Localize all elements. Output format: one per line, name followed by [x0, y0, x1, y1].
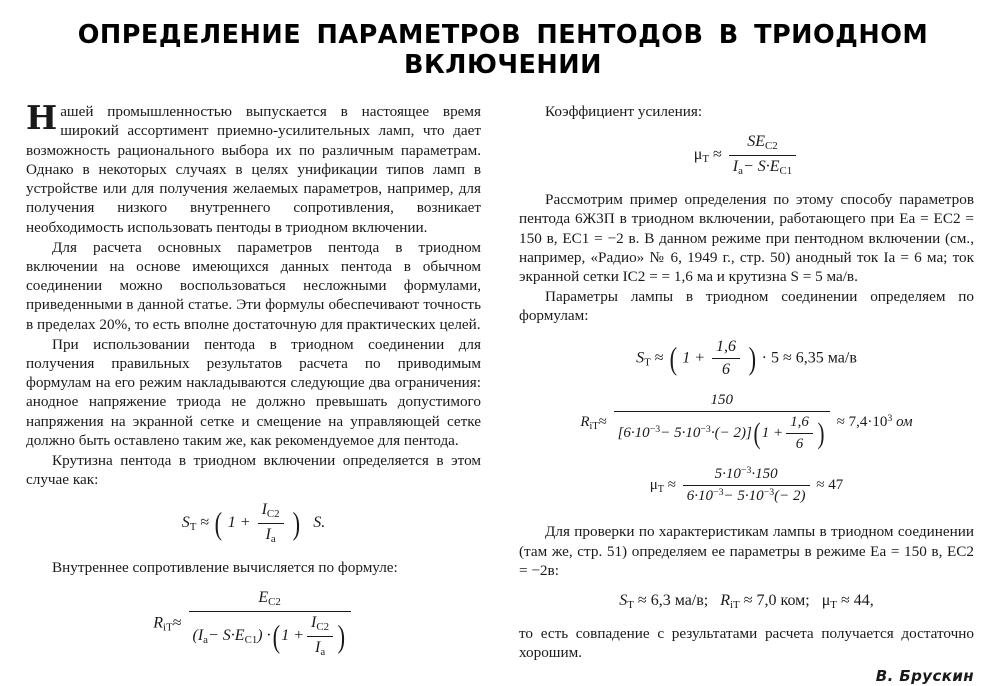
formula5-den: [614, 412, 830, 454]
formula7-r-sub: iT: [730, 599, 740, 612]
formula7-r: R: [720, 592, 731, 610]
paragraph-internal-resistance: Внутреннее сопротивление вычисляется по формуле:: [52, 559, 398, 577]
paragraph-conclusion: то есть совпадение с результатами расчета получается достаточно хорошим.: [519, 625, 974, 662]
two-column-body: [26, 98, 980, 686]
formula5-den-paren-open: (: [753, 416, 761, 450]
formula3-lhs-sub: T: [702, 153, 709, 166]
formula2-lhs: R: [153, 614, 164, 632]
formula5-tail-unit: ом: [896, 414, 913, 431]
formula5-lhs: R: [580, 414, 590, 431]
formula5-den-open: [6·10: [617, 425, 650, 442]
formula1-frac-den: [258, 524, 284, 547]
formula2-inner-den-sub: a: [320, 646, 326, 659]
formula3-den2-sub: C1: [779, 165, 793, 178]
formula6-den-exp: −3: [713, 487, 724, 499]
formula2-approx: ≈: [172, 614, 182, 632]
formula2-den-a: (I: [192, 627, 204, 645]
formula5-den-paren-close: ): [817, 416, 825, 450]
formula6-num-a: 5·10: [714, 466, 741, 483]
formula1-approx: ≈: [200, 514, 210, 532]
formula2-den-one: 1 +: [281, 627, 305, 645]
formula2-inner-num-sub: C2: [316, 621, 330, 634]
formula4-one: 1 +: [682, 349, 705, 367]
formula6-lhs: μ: [649, 477, 658, 494]
formula1-lhs: S: [181, 514, 190, 532]
paragraph-slope-intro: Крутизна пентода в триодном включении определяется в этом случае как:: [26, 451, 481, 489]
left-column: [26, 98, 481, 671]
formula6-lhs-sub: T: [657, 484, 665, 496]
formula7-s-sub: T: [627, 599, 634, 612]
formula3-den: [729, 156, 796, 179]
formula5-den-exp2: −3: [700, 424, 711, 436]
paragraph-intro: [26, 98, 481, 237]
formula7-mu-sub: T: [830, 599, 837, 612]
formula-example-resistance: [519, 391, 974, 454]
formula-example-gain: [519, 465, 974, 506]
formula3-den-sym: I: [732, 158, 739, 176]
formula2-fraction: [189, 588, 351, 659]
formula1-tail: S.: [313, 514, 326, 532]
formula1-fraction: [258, 500, 284, 547]
formula2-den-b: − S·E: [207, 627, 245, 645]
formula5-tail-exp: 3: [887, 413, 893, 425]
formula7-s-val: ≈ 6,3 ма/в;: [637, 592, 709, 610]
page-title: ОПРЕДЕЛЕНИЕ ПАРАМЕТРОВ ПЕНТОДОВ В ТРИОДНОМ ВКЛЮЧЕНИИ: [77, 20, 929, 80]
formula5-num: 150: [614, 391, 830, 412]
formula3-num-sym: SE: [747, 133, 766, 151]
formula1-frac-num-sub: C2: [266, 508, 280, 521]
formula5-approx: ≈: [598, 414, 607, 431]
paragraph-limitations: При использовании пентода в триодном соединении для получения правильных результатов расчета по приводимым формулам на его режим накладываются следующие два ограничения: анодное напряжение триода не должно превышать допустимого напряжения на экранной сетке и смещение на управляющей сетке должно быть оставлено таким же, как рекомендуемое для пентода.: [26, 335, 481, 450]
formula5-fraction: [614, 391, 830, 454]
formula2-inner-den: [307, 637, 333, 660]
formula6-den: [683, 486, 810, 506]
formula6-num: [683, 465, 810, 486]
formula4-frac-num: 1,6: [712, 337, 740, 359]
formula2-den: [189, 612, 351, 660]
formula2-num: [189, 588, 351, 612]
formula4-frac-den: 6: [722, 360, 730, 378]
drop-cap: Н: [26, 98, 58, 137]
formula6-den-a: 6·10: [686, 488, 713, 505]
paragraph-verification: Для проверки по характеристикам лампы в триодном соединении (там же, стр. 51) определяем ее параметры в режиме Ea = 150 в, EC2 = −2в:: [519, 523, 974, 579]
formula1-frac-den-sym: I: [265, 526, 271, 544]
formula2-inner-den-sym: I: [314, 639, 321, 657]
formula2-lhs-sub: iT: [163, 621, 173, 634]
formula2-den-paren-close: ): [337, 617, 346, 654]
formula2-inner-num: [307, 613, 333, 637]
author-signature: В. Брускин: [875, 666, 974, 685]
formula2-inner-fraction: [307, 613, 333, 660]
formula5-lhs-sub: iT: [589, 421, 599, 433]
formula1-frac-num-sym: I: [261, 501, 267, 519]
formula5-inner-fraction: [786, 413, 813, 454]
formula4-approx: ≈: [654, 349, 664, 367]
formula4-tail: · 5 ≈ 6,35 ма/в: [761, 349, 857, 367]
formula3-approx: ≈: [713, 146, 722, 164]
formula6-num-exp: −3: [740, 465, 752, 477]
formula7-mu-val: ≈ 44,: [840, 592, 874, 610]
formula-slope-triode: [26, 500, 481, 547]
formula5-tail: ≈ 7,4·10: [836, 414, 888, 431]
formula6-den2-exp: −3: [763, 487, 775, 499]
formula3-num: [729, 132, 796, 156]
formula3-den2-sym: − S·E: [742, 158, 780, 176]
formula4-fraction: [712, 337, 740, 381]
formula6-den-c: (− 2): [774, 488, 806, 505]
paragraph-example: Рассмотрим пример определения по этому способу параметров пентода 6Ж3П в триодном включении, работающего при Ea = EC2 = 150 в, EC1 = −2 в. В данном режиме при пентодном включении (см., например, «Радио» № 6, 1949 г., стр. 50) анодный ток Ia = 6 ма; ток экранной сетки IC2 = = 1,6 ма и крутизна S = 5 ма/в.: [519, 190, 974, 286]
formula5-inner-den: 6: [795, 436, 804, 453]
formula2-num-sub: C2: [268, 596, 281, 609]
formula4-paren-open: (: [669, 339, 677, 376]
formula2-den-a-sub: a: [203, 634, 208, 647]
formula6-tail: ≈ 47: [816, 477, 844, 494]
paragraph-intro-text: ашей промышленностью выпускается в настоящее время широкий ассортимент приемно-усилительных ламп, что дает возможность рационального выбора их по различным параметрам. Однако в некоторых случаях в целях унификации типов ламп в устройстве или для получения желаемых параметров, например, для получения низкого внутреннего сопротивления, возникает необходимость использовать пентоды в триодном включении.: [26, 103, 481, 236]
formula3-lhs: μ: [693, 146, 703, 164]
formula7-r-val: ≈ 7,0 ком;: [743, 592, 810, 610]
formula1-paren-open: (: [214, 504, 223, 541]
right-column: [519, 102, 974, 686]
formula4-lhs: S: [636, 349, 645, 367]
formula3-num-sub: C2: [765, 140, 778, 153]
formula1-frac-num: [258, 500, 284, 524]
formula2-inner-num-sym: I: [311, 614, 317, 632]
formula-verification-results: [519, 591, 974, 613]
formula-example-slope: [519, 337, 974, 381]
formula5-den-mid: − 5·10: [660, 425, 701, 442]
formula2-den-paren-open: (: [272, 617, 280, 654]
formula7-s: S: [619, 592, 628, 610]
formula2-den-c: ) ·: [257, 627, 271, 645]
paragraph-formulas-intro: Для расчета основных параметров пентода в триодном включении на основе имеющихся данных пентода в обычном соединении можно воспользоваться несложными формулами, приведенными в данной статье. Эти формулы обеспечивают точность в пределах 20%, то есть вполне достаточную для практических целей.: [26, 238, 481, 333]
formula1-frac-den-sub: a: [270, 533, 276, 546]
formula5-inner-num: 1,6: [786, 413, 813, 434]
paragraph-gain-intro: Коэффициент усиления:: [545, 103, 703, 120]
formula7-mu: μ: [821, 592, 831, 610]
formula2-den-b-sub: C1: [244, 634, 258, 647]
formula-internal-resistance: [26, 588, 481, 659]
formula1-paren-close: ): [292, 504, 300, 541]
paragraph-params-by-formulas: Параметры лампы в триодном соединении определяем по формулам:: [519, 287, 974, 325]
formula3-fraction: [729, 132, 796, 179]
formula2-num-sym: E: [258, 589, 269, 607]
formula5-den-one: 1 +: [761, 425, 784, 442]
formula5-den-mid2: ·(− 2)]: [710, 425, 752, 442]
formula4-lhs-sub: T: [644, 356, 651, 369]
formula5-den-exp1: −3: [649, 424, 661, 436]
formula1-lhs-sub: T: [189, 521, 197, 534]
formula3-den-sub: a: [738, 165, 743, 178]
formula6-num-b: ·150: [751, 466, 778, 483]
formula6-den-b: − 5·10: [723, 488, 764, 505]
formula6-fraction: [683, 465, 810, 506]
formula4-paren-close: ): [748, 339, 757, 376]
formula6-approx: ≈: [667, 477, 676, 494]
formula1-one: 1 +: [227, 514, 251, 532]
formula-gain: [519, 132, 974, 179]
